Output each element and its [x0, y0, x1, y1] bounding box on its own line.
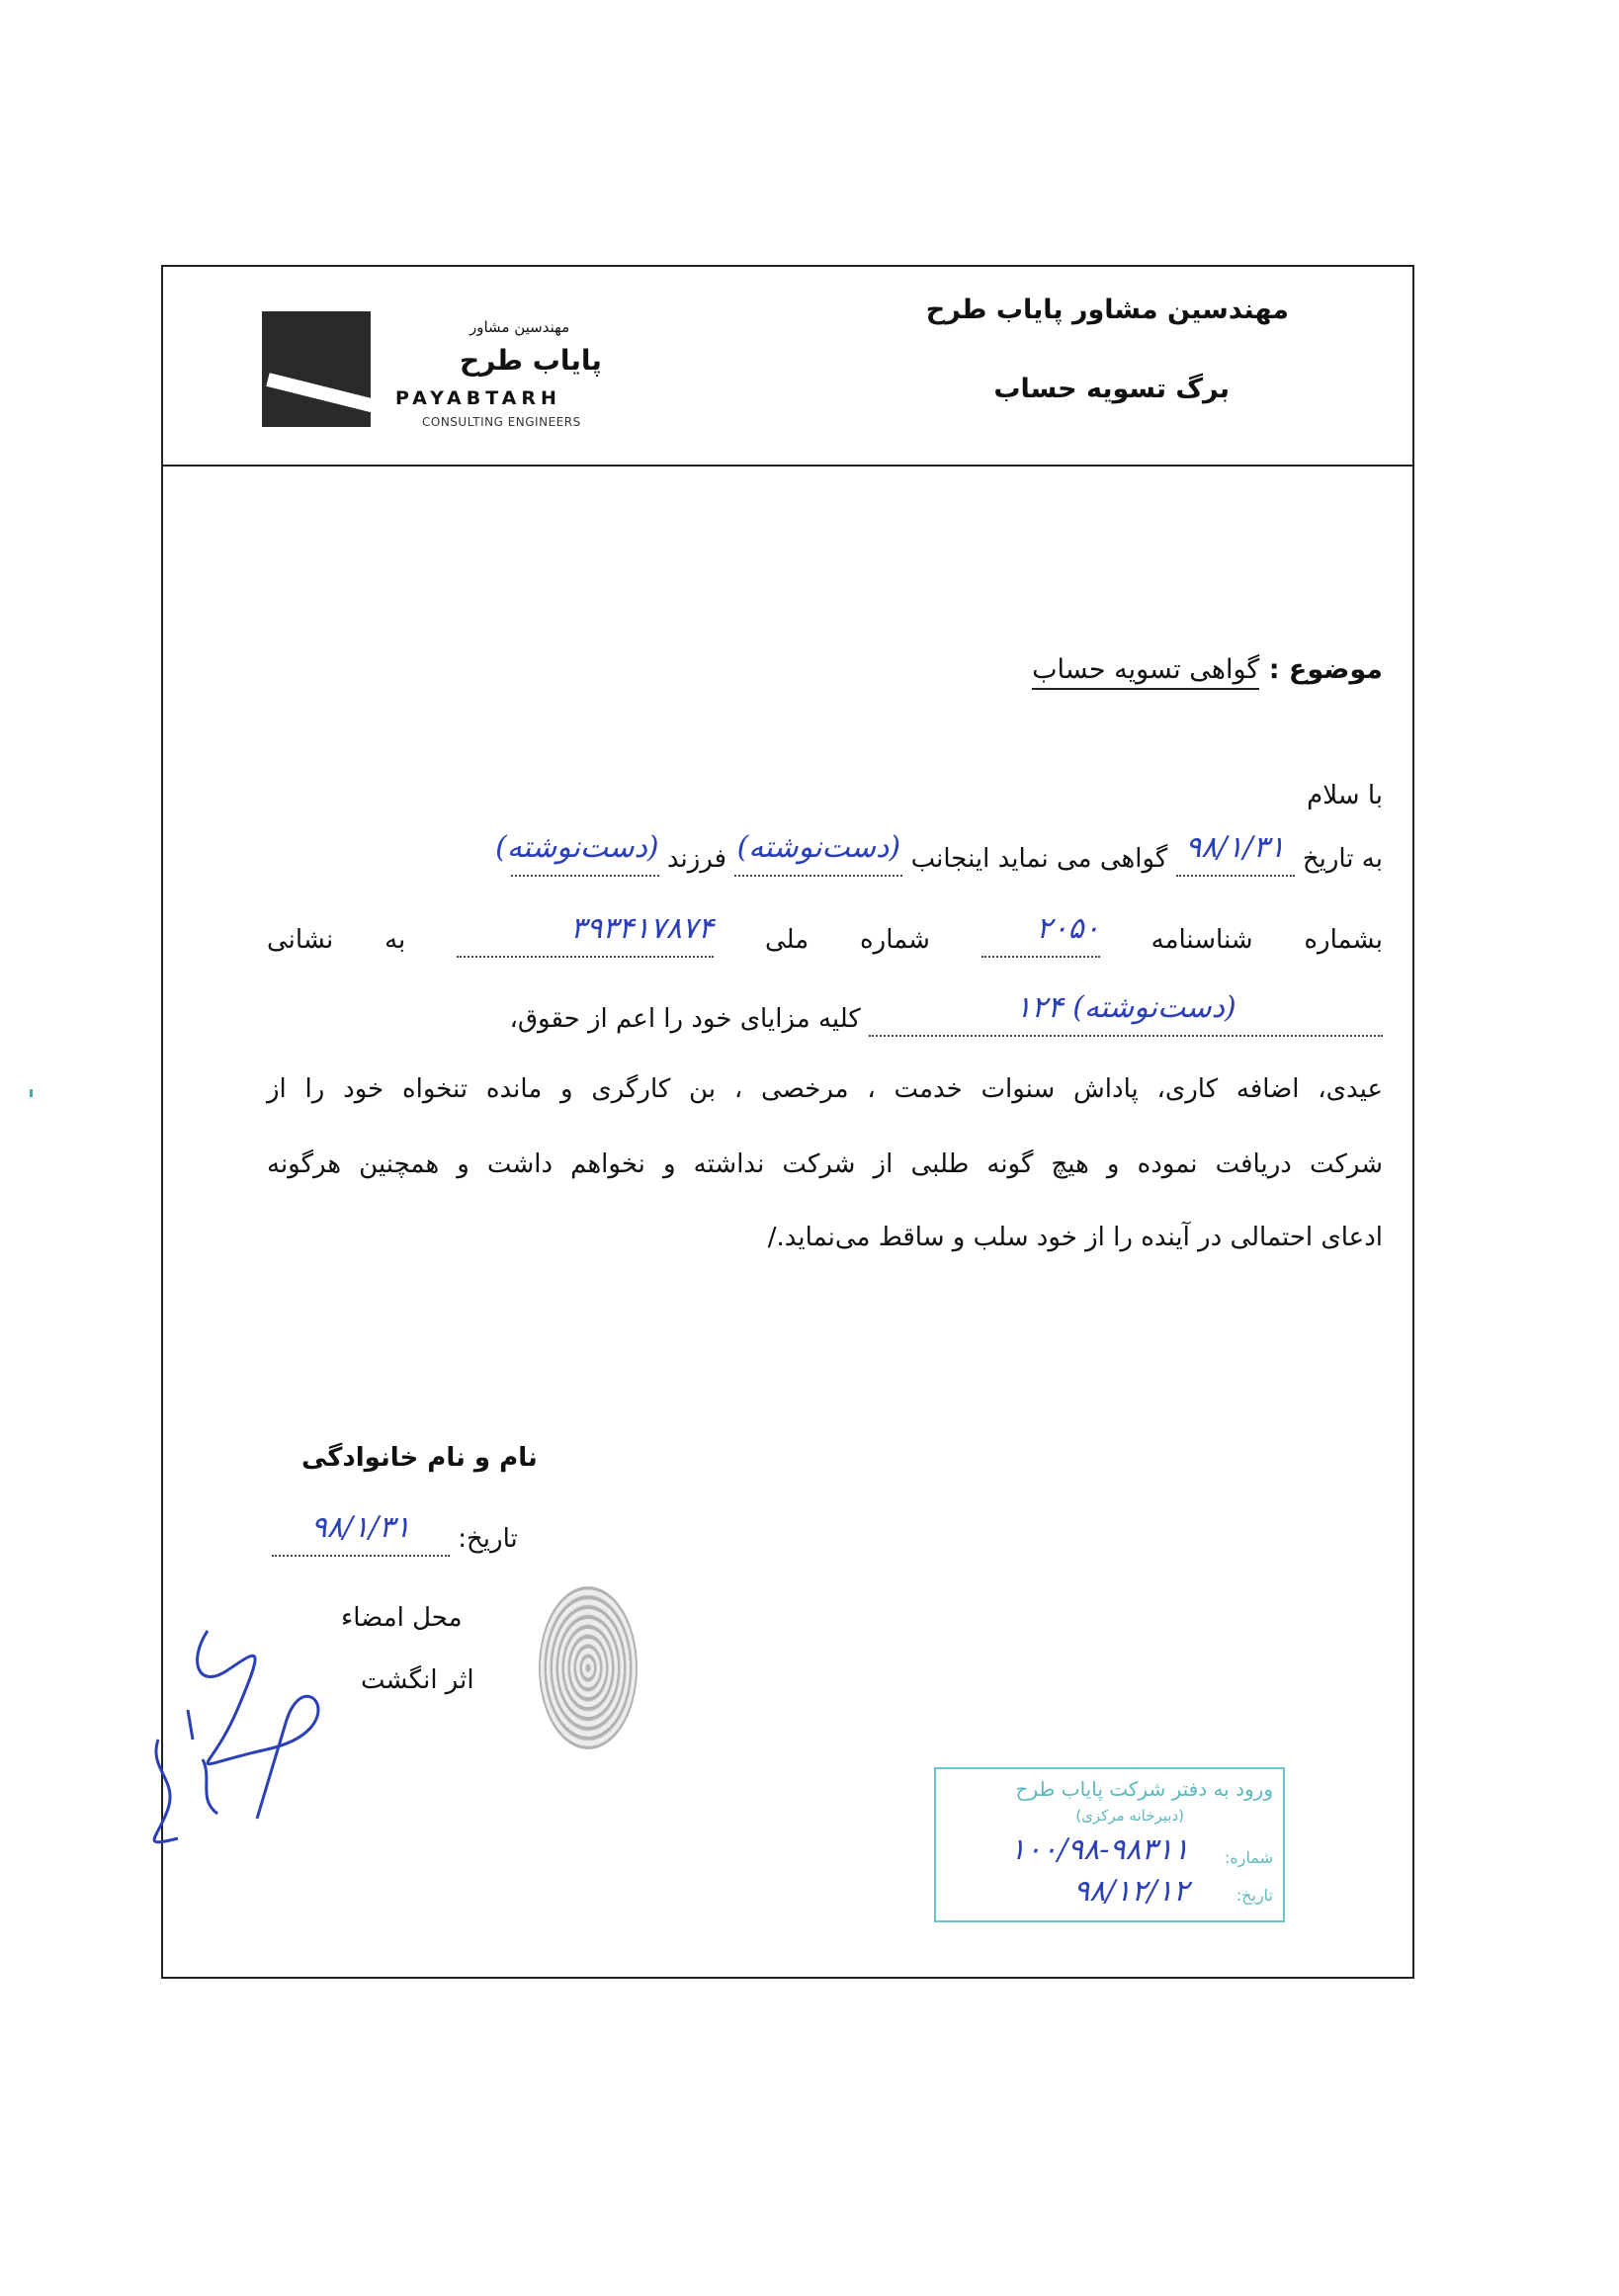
signature-date	[272, 1510, 518, 1557]
name-field	[734, 830, 902, 877]
signature-scribble-icon	[119, 1601, 336, 1868]
greeting: با سلام	[1307, 781, 1383, 810]
stamp-number-label: شماره:	[1224, 1848, 1273, 1867]
logo-persian-name: پایاب طرح	[460, 344, 602, 377]
form-frame	[161, 265, 1414, 1979]
line1-text-1: به تاریخ	[1302, 844, 1383, 874]
logo-english-subtitle: CONSULTING ENGINEERS	[422, 415, 581, 429]
line2-text-2: شماره ملی	[764, 925, 930, 955]
national-id-value: ۳۹۳۴۱۷۸۷۴	[570, 911, 715, 946]
father-value: (دست‌نوشته)	[495, 830, 659, 865]
address-field	[869, 990, 1383, 1037]
address-value: (دست‌نوشته) ۱۲۴	[1015, 990, 1236, 1025]
thumbprint-label: اثر انگشت	[361, 1665, 474, 1695]
line2-text-1: بشماره شناسنامه	[1150, 925, 1383, 955]
body-line-1	[267, 830, 1383, 877]
date-value: ۹۸/۱/۳۱	[1185, 830, 1285, 865]
logo-small-text: مهندسین مشاور	[469, 318, 570, 336]
stamp-date-label: تاریخ:	[1236, 1886, 1273, 1905]
subject-value: گواهی تسویه حساب	[1032, 654, 1259, 690]
stamp-title: ورود به دفتر شرکت پایاب طرح	[1015, 1777, 1273, 1801]
form-title: برگ تسویه حساب	[993, 374, 1230, 404]
name-value: (دست‌نوشته)	[736, 830, 901, 865]
line1-text-3: فرزند	[666, 844, 727, 874]
body-line-6: ادعای احتمالی در آینده را از خود سلب و ساقط می‌نماید./	[767, 1223, 1383, 1252]
line3-text: کلیه مزایای خود را اعم از حقوق،	[509, 1004, 861, 1034]
body-line-2	[267, 911, 1383, 958]
signature-date-value: ۹۸/۱/۳۱	[310, 1510, 411, 1545]
id-number-field	[981, 911, 1100, 958]
line1-text-2: گواهی می نماید اینجانب	[910, 844, 1168, 874]
subject-label: موضوع :	[1268, 654, 1383, 685]
stamp-date-value: ۹۸/۱۲/۱۲	[1073, 1874, 1189, 1909]
body-line-3	[267, 990, 1383, 1037]
stamp-number-value: ۱۰۰/۹۸-۹۸۳۱۱	[1009, 1832, 1189, 1867]
body-line-4: عیدی، اضافه کاری، پاداش سنوات خدمت ، مرخصی ، بن کارگری و مانده تنخواه خود را از	[267, 1074, 1383, 1104]
subject-line	[1032, 654, 1383, 685]
national-id-field	[457, 911, 715, 958]
body-line-5: شرکت دریافت نموده و هیچ گونه طلبی از شرکت نداشته و نخواهم داشت و همچنین هرگونه	[267, 1149, 1383, 1179]
date-field	[1176, 830, 1295, 877]
company-title: مهندسین مشاور پایاب طرح	[925, 295, 1289, 325]
line2-text-3: به نشانی	[267, 925, 406, 955]
registry-stamp	[934, 1767, 1285, 1922]
header-divider	[163, 465, 1412, 467]
father-field	[495, 830, 659, 877]
id-number-value: ۲۰۵۰	[1036, 911, 1100, 946]
stamp-subtitle: (دبیرخانه مرکزی)	[1075, 1807, 1184, 1825]
signature-date-label: تاریخ:	[458, 1524, 518, 1554]
name-label: نام و نام خانوادگی	[301, 1443, 538, 1473]
thumbprint-icon	[539, 1586, 638, 1749]
logo-english-name: PAYABTARH	[395, 387, 561, 409]
company-logo-icon	[262, 311, 371, 427]
signature-date-field	[272, 1510, 450, 1557]
sign-place-label: محل امضاء	[341, 1603, 463, 1633]
margin-mark	[30, 1089, 33, 1097]
